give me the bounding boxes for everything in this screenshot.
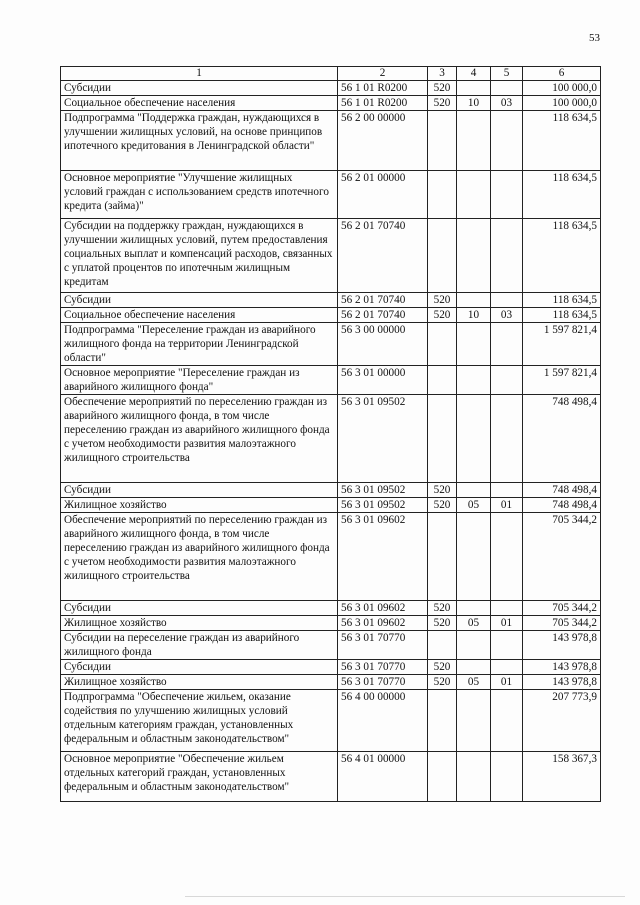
cell-name: Подпрограмма "Обеспечение жильем, оказание содействия по улучшению жилищных условий отдельным категориям граждан, установленных федеральным и областным законодательством" bbox=[61, 690, 338, 752]
cell-amount: 100 000,0 bbox=[523, 81, 601, 96]
cell-name: Субсидии bbox=[61, 483, 338, 498]
cell-subsection: 03 bbox=[491, 308, 523, 323]
cell-expense-type: 520 bbox=[428, 96, 457, 111]
cell-section bbox=[457, 513, 491, 601]
cell-name: Основное мероприятие "Переселение граждан из аварийного жилищного фонда" bbox=[61, 366, 338, 395]
cell-amount: 100 000,0 bbox=[523, 96, 601, 111]
table-row bbox=[61, 219, 601, 293]
cell-expense-type bbox=[428, 631, 457, 660]
cell-amount: 143 978,8 bbox=[523, 660, 601, 675]
header-col-1: 1 bbox=[61, 67, 338, 81]
cell-target-code: 56 3 01 09602 bbox=[338, 616, 428, 631]
cell-amount: 118 634,5 bbox=[523, 171, 601, 219]
cell-amount: 158 367,3 bbox=[523, 752, 601, 802]
table-row bbox=[61, 513, 601, 601]
cell-section bbox=[457, 81, 491, 96]
cell-name: Подпрограмма "Поддержка граждан, нуждающихся в улучшении жилищных условий, на основе принципов ипотечного кредитования в Ленинградской области" bbox=[61, 111, 338, 171]
cell-subsection bbox=[491, 483, 523, 498]
table-row bbox=[61, 675, 601, 690]
cell-name: Субсидии bbox=[61, 660, 338, 675]
cell-name: Жилищное хозяйство bbox=[61, 675, 338, 690]
cell-target-code: 56 2 01 70740 bbox=[338, 219, 428, 293]
cell-section: 05 bbox=[457, 675, 491, 690]
cell-section bbox=[457, 366, 491, 395]
cell-target-code: 56 3 01 09602 bbox=[338, 513, 428, 601]
cell-target-code: 56 1 01 R0200 bbox=[338, 81, 428, 96]
table-row bbox=[61, 601, 601, 616]
header-col-6: 6 bbox=[523, 67, 601, 81]
cell-name: Субсидии на переселение граждан из аварийного жилищного фонда bbox=[61, 631, 338, 660]
cell-section bbox=[457, 293, 491, 308]
cell-target-code: 56 3 00 00000 bbox=[338, 323, 428, 366]
table-row bbox=[61, 631, 601, 660]
cell-section: 05 bbox=[457, 616, 491, 631]
cell-target-code: 56 4 00 00000 bbox=[338, 690, 428, 752]
cell-amount: 748 498,4 bbox=[523, 483, 601, 498]
cell-amount: 143 978,8 bbox=[523, 631, 601, 660]
cell-amount: 207 773,9 bbox=[523, 690, 601, 752]
cell-subsection bbox=[491, 366, 523, 395]
cell-name: Социальное обеспечение населения bbox=[61, 308, 338, 323]
table-row bbox=[61, 96, 601, 111]
cell-amount: 1 597 821,4 bbox=[523, 323, 601, 366]
cell-expense-type: 520 bbox=[428, 308, 457, 323]
cell-subsection bbox=[491, 395, 523, 483]
cell-target-code: 56 3 01 70770 bbox=[338, 631, 428, 660]
cell-expense-type bbox=[428, 752, 457, 802]
cell-subsection bbox=[491, 81, 523, 96]
cell-name: Социальное обеспечение населения bbox=[61, 96, 338, 111]
cell-section bbox=[457, 323, 491, 366]
cell-name: Обеспечение мероприятий по переселению граждан из аварийного жилищного фонда, в том числе переселению граждан из аварийного жилищного фонда с учетом необходимости развития малоэтажного жилищного строительства bbox=[61, 395, 338, 483]
cell-target-code: 56 3 01 09602 bbox=[338, 601, 428, 616]
cell-subsection bbox=[491, 171, 523, 219]
table-row bbox=[61, 171, 601, 219]
cell-name: Обеспечение мероприятий по переселению граждан из аварийного жилищного фонда, в том числе переселению граждан из аварийного жилищного фонда с учетом необходимости развития малоэтажного жилищного строительства bbox=[61, 513, 338, 601]
cell-expense-type bbox=[428, 690, 457, 752]
cell-amount: 118 634,5 bbox=[523, 111, 601, 171]
table-row bbox=[61, 616, 601, 631]
cell-expense-type: 520 bbox=[428, 616, 457, 631]
cell-subsection bbox=[491, 752, 523, 802]
cell-subsection bbox=[491, 293, 523, 308]
cell-amount: 705 344,2 bbox=[523, 513, 601, 601]
cell-subsection bbox=[491, 601, 523, 616]
cell-subsection: 01 bbox=[491, 616, 523, 631]
cell-expense-type: 520 bbox=[428, 81, 457, 96]
table-row bbox=[61, 111, 601, 171]
table-row bbox=[61, 498, 601, 513]
cell-target-code: 56 2 00 00000 bbox=[338, 111, 428, 171]
cell-section bbox=[457, 395, 491, 483]
cell-name: Субсидии bbox=[61, 81, 338, 96]
cell-amount: 705 344,2 bbox=[523, 601, 601, 616]
cell-target-code: 56 4 01 00000 bbox=[338, 752, 428, 802]
cell-expense-type: 520 bbox=[428, 601, 457, 616]
cell-expense-type: 520 bbox=[428, 498, 457, 513]
cell-expense-type bbox=[428, 395, 457, 483]
cell-name: Жилищное хозяйство bbox=[61, 616, 338, 631]
table-row bbox=[61, 81, 601, 96]
table-row bbox=[61, 323, 601, 366]
cell-expense-type bbox=[428, 111, 457, 171]
cell-target-code: 56 2 01 70740 bbox=[338, 308, 428, 323]
header-row bbox=[61, 67, 601, 81]
cell-section bbox=[457, 171, 491, 219]
cell-name: Субсидии bbox=[61, 601, 338, 616]
cell-section: 05 bbox=[457, 498, 491, 513]
cell-subsection bbox=[491, 219, 523, 293]
cell-target-code: 56 3 01 09502 bbox=[338, 483, 428, 498]
cell-amount: 705 344,2 bbox=[523, 616, 601, 631]
cell-target-code: 56 3 01 09502 bbox=[338, 498, 428, 513]
cell-target-code: 56 3 01 00000 bbox=[338, 366, 428, 395]
cell-name: Подпрограмма "Переселение граждан из аварийного жилищного фонда на территории Ленинградской области" bbox=[61, 323, 338, 366]
cell-subsection: 03 bbox=[491, 96, 523, 111]
cell-section bbox=[457, 660, 491, 675]
cell-subsection bbox=[491, 660, 523, 675]
cell-amount: 118 634,5 bbox=[523, 293, 601, 308]
cell-name: Субсидии bbox=[61, 293, 338, 308]
cell-section bbox=[457, 752, 491, 802]
cell-target-code: 56 3 01 09502 bbox=[338, 395, 428, 483]
header-col-2: 2 bbox=[338, 67, 428, 81]
cell-section bbox=[457, 111, 491, 171]
cell-subsection bbox=[491, 631, 523, 660]
cell-target-code: 56 2 01 00000 bbox=[338, 171, 428, 219]
cell-name: Субсидии на поддержку граждан, нуждающихся в улучшении жилищных условий, путем предоставления социальных выплат и компенсаций расходов, связанных с уплатой процентов по ипотечным жилищным кредитам bbox=[61, 219, 338, 293]
cell-amount: 143 978,8 bbox=[523, 675, 601, 690]
cell-subsection bbox=[491, 111, 523, 171]
cell-section bbox=[457, 219, 491, 293]
cell-section: 10 bbox=[457, 308, 491, 323]
cell-name: Основное мероприятие "Улучшение жилищных условий граждан с использованием средств ипотечного кредита (займа)" bbox=[61, 171, 338, 219]
table-row bbox=[61, 293, 601, 308]
cell-target-code: 56 3 01 70770 bbox=[338, 660, 428, 675]
table-row bbox=[61, 752, 601, 802]
cell-expense-type: 520 bbox=[428, 660, 457, 675]
cell-name: Основное мероприятие "Обеспечение жильем отдельных категорий граждан, установленных федеральным и областным законодательством" bbox=[61, 752, 338, 802]
cell-expense-type bbox=[428, 513, 457, 601]
table-row bbox=[61, 395, 601, 483]
cell-section bbox=[457, 483, 491, 498]
header-col-3: 3 bbox=[428, 67, 457, 81]
header-col-4: 4 bbox=[457, 67, 491, 81]
table-row bbox=[61, 308, 601, 323]
budget-table bbox=[60, 66, 601, 802]
cell-section bbox=[457, 690, 491, 752]
cell-section bbox=[457, 631, 491, 660]
table-row bbox=[61, 660, 601, 675]
cell-section bbox=[457, 601, 491, 616]
cell-name: Жилищное хозяйство bbox=[61, 498, 338, 513]
cell-target-code: 56 3 01 70770 bbox=[338, 675, 428, 690]
cell-expense-type bbox=[428, 171, 457, 219]
cell-expense-type bbox=[428, 323, 457, 366]
cell-section: 10 bbox=[457, 96, 491, 111]
table-row bbox=[61, 366, 601, 395]
cell-expense-type bbox=[428, 366, 457, 395]
cell-expense-type: 520 bbox=[428, 483, 457, 498]
cell-target-code: 56 2 01 70740 bbox=[338, 293, 428, 308]
cell-expense-type: 520 bbox=[428, 293, 457, 308]
header-col-5: 5 bbox=[491, 67, 523, 81]
scan-artifact-line bbox=[185, 896, 625, 897]
cell-subsection bbox=[491, 690, 523, 752]
cell-amount: 748 498,4 bbox=[523, 498, 601, 513]
cell-amount: 748 498,4 bbox=[523, 395, 601, 483]
cell-amount: 118 634,5 bbox=[523, 219, 601, 293]
cell-target-code: 56 1 01 R0200 bbox=[338, 96, 428, 111]
cell-amount: 1 597 821,4 bbox=[523, 366, 601, 395]
cell-subsection: 01 bbox=[491, 675, 523, 690]
cell-subsection bbox=[491, 513, 523, 601]
page-number: 53 bbox=[589, 32, 600, 44]
cell-subsection bbox=[491, 323, 523, 366]
cell-expense-type bbox=[428, 219, 457, 293]
table-row bbox=[61, 483, 601, 498]
table-row bbox=[61, 690, 601, 752]
cell-expense-type: 520 bbox=[428, 675, 457, 690]
cell-amount: 118 634,5 bbox=[523, 308, 601, 323]
cell-subsection: 01 bbox=[491, 498, 523, 513]
